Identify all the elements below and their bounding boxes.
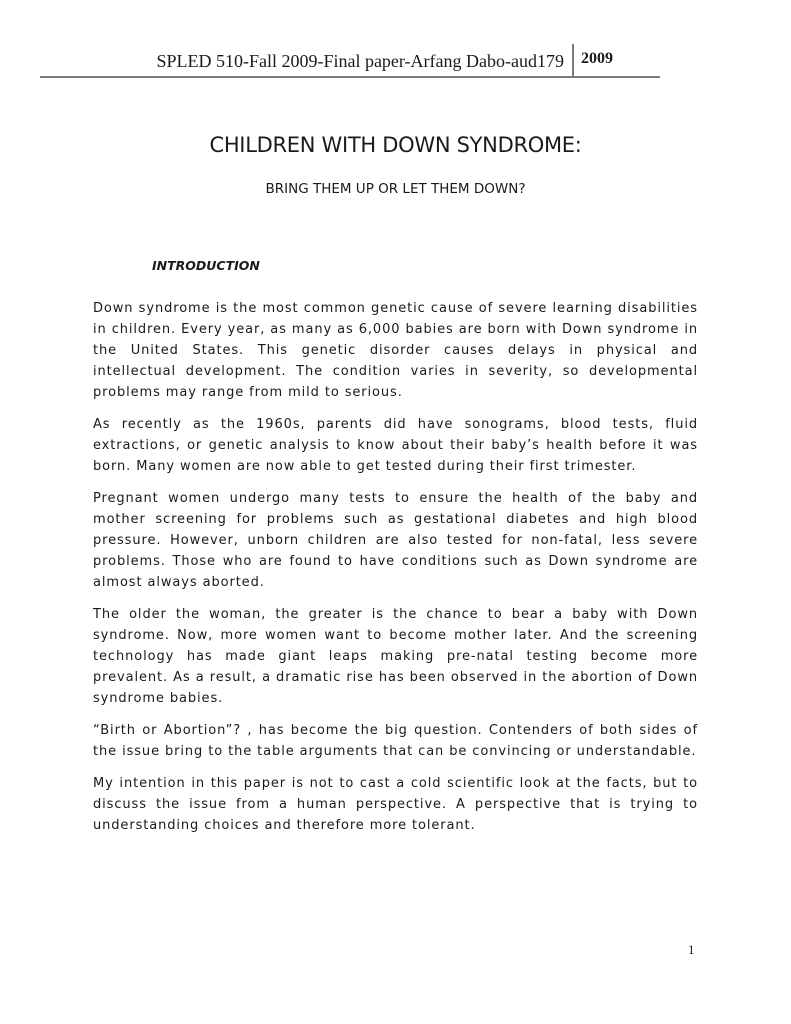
- page-number: 1: [688, 942, 695, 957]
- section-heading-introduction: INTRODUCTION: [152, 258, 260, 273]
- paragraph: Pregnant women undergo many tests to ensure the health of the baby and mother screening for problems such as gestational diabetes and high blood pressure. However, unborn children are also tested for non-fatal, less severe problems. Those who are found to have conditions such as Down syndrome are almost always aborted.: [93, 491, 698, 590]
- header-rule: [40, 76, 660, 78]
- document-body: [93, 298, 698, 847]
- paragraph: The older the woman, the greater is the chance to bear a baby with Down syndrome. Now, more women want to become mother later. And the screening technology has made giant leaps making pre-natal testing become more prevalent. As a result, a dramatic rise has been observed in the abortion of Down syndrome babies.: [93, 607, 698, 706]
- header-title: SPLED 510-Fall 2009-Final paper-Arfang Dabo-aud179: [156, 51, 564, 71]
- header-year: 2009: [581, 50, 613, 67]
- document-title: CHILDREN WITH DOWN SYNDROME:: [209, 133, 582, 157]
- header-divider: [572, 44, 574, 78]
- paragraph: Down syndrome is the most common genetic cause of severe learning disabilities in children. Every year, as many as 6,000 babies are born with Down syndrome in the United States. This genetic disorder causes delays in physical and intellectual development. The condition varies in severity, so developmental problems may range from mild to serious.: [93, 301, 698, 400]
- paragraph: As recently as the 1960s, parents did have sonograms, blood tests, fluid extractions, or genetic analysis to know about their baby’s health before it was born. Many women are now able to get tested during their first trimester.: [93, 417, 698, 474]
- page-header: [40, 44, 660, 80]
- document-subtitle: BRING THEM UP OR LET THEM DOWN?: [265, 181, 526, 197]
- paragraph: “Birth or Abortion”? , has become the big question. Contenders of both sides of the issue bring to the table arguments that can be convincing or understandable.: [93, 723, 698, 759]
- paragraph: My intention in this paper is not to cast a cold scientific look at the facts, but to discuss the issue from a human perspective. A perspective that is trying to understanding choices and therefore more tolerant.: [93, 776, 698, 833]
